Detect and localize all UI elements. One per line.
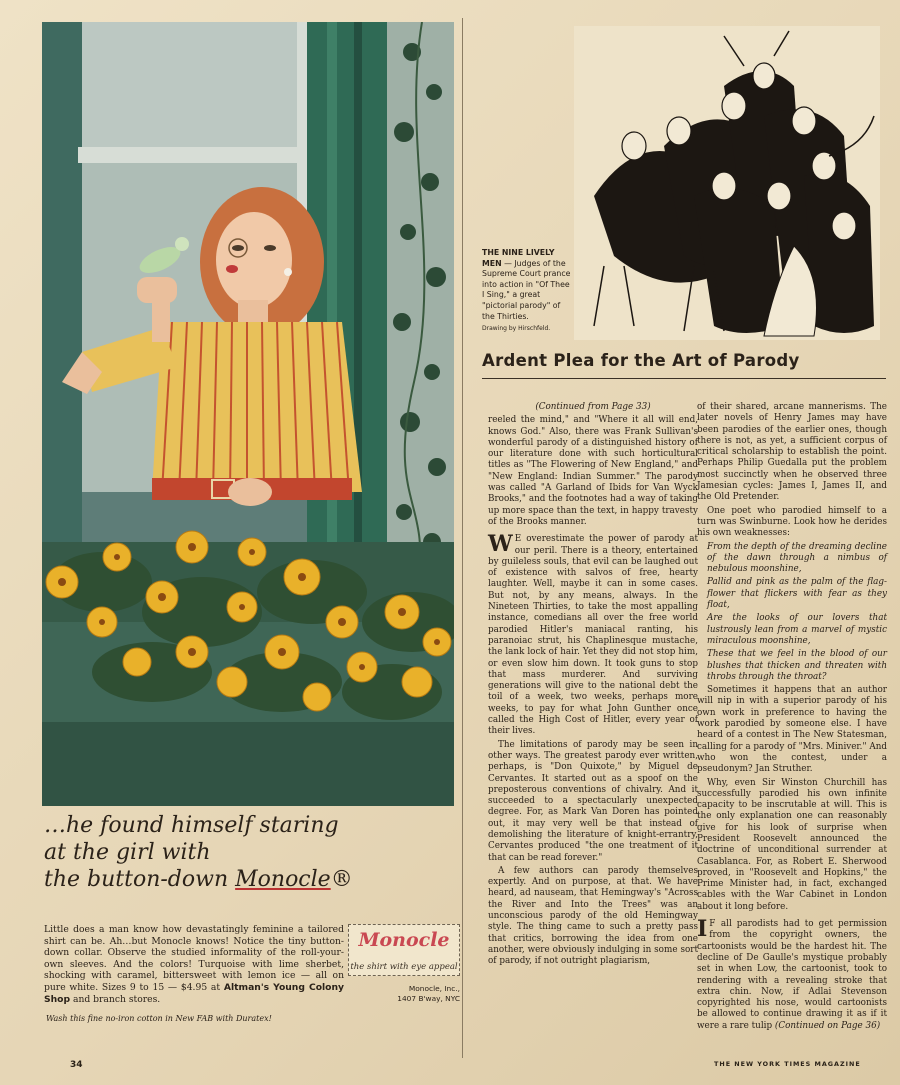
- ad-registered-mark: ®: [330, 867, 353, 892]
- drop-cap-lead: F: [709, 919, 716, 930]
- continued-on: (Continued on Page 36): [774, 1020, 881, 1031]
- hirschfeld-drawing: [574, 26, 880, 340]
- drop-cap-lead: E: [514, 534, 522, 545]
- verse-line: From the depth of the dreaming decline of the dawn through a nimbus of nebulous moonshine,: [707, 541, 887, 575]
- article-paragraph-dropcap: [488, 531, 698, 737]
- verse-line: These that we feel in the blood of our blushes that thicken and threaten with throbs through the throat?: [707, 649, 887, 682]
- headline-rule: [482, 378, 886, 379]
- article-column-2: [697, 402, 887, 1034]
- ad-store-name: Altman's Young Colony Shop: [44, 981, 345, 1005]
- ad-body-copy: [44, 924, 344, 1005]
- page-number: 34: [70, 1060, 83, 1070]
- drop-cap: I: [697, 916, 708, 943]
- verse-line: Pallid and pink as the palm of the flag-flower that flickers with fear as they float,: [707, 577, 887, 611]
- caption-text: — Judges of the Supreme Court prance into action in "Of Thee I Sing," a great "pictorial parody" of the Thirties.: [482, 258, 571, 321]
- ad-headline: [44, 812, 444, 893]
- article-paragraph: reeled the mind," and "Where it all will end, knows God." Also, there was Frank Sullivan's wonderful parody of a distinguished history of our literature done with such horticultural titles as "The Flowering of New England," and "New England: Indian Summer." The parody was called "A Garland of Ibids for Van Wyck Brooks," and the footnotes had a way of taking up more space than the text, in happy travesty of the Brooks manner.: [488, 415, 698, 527]
- article-paragraph: Sometimes it happens that an author will nip in with a superior parody of his own work in preference to having the work parodied by someone else. I have heard of a contest in The New Statesman, calling for a parody of "Mrs. Miniver." And who won the contest, under a pseudonym? Jan Struther.: [697, 685, 887, 775]
- ad-photograph: [42, 22, 454, 806]
- drop-cap: W: [488, 531, 513, 558]
- ad-headline-brand: Monocle: [235, 867, 331, 892]
- article-paragraph: of their shared, arcane mannerisms. The later novels of Henry James may have been parodies of the earlier ones, though there is not, as yet, a sufficient corpus of critical scholarship to establish the point. Perhaps Philip Guedalla put the problem most succinctly when he observed three Jamesian cycles: James I, James II, and the Old Pretender.: [697, 402, 887, 503]
- ad-address-line-1: Monocle, Inc.,: [408, 984, 460, 993]
- drop-cap-text: all parodists had to get permission from the copyright owners, the cartoonists would be the hardest hit. The decline of De Gaulle's mystique probably set in when Low, the cartoonist, took to rendering with a revealing stroke that extra chin. Now, if Adlai Stevenson copyrighted his nose, would cartoonists be allowed to continue drawing it as if it were a rare tulip: [697, 919, 887, 1031]
- article-paragraph: A few authors can parody themselves expertly. And on purpose, at that. We have heard, ad nauseam, that Hemingway's "Across the River and Into the Trees" was an unconscious parody of the old Hemingway style. The thing came to such a pretty pass that critics, borrowing the idea from one another, were obviously indulging in some sort of parody, if not outright plagiarism,: [488, 865, 698, 967]
- ad-copy-end: and branch stores.: [70, 993, 161, 1005]
- verse-line: Are the looks of our lovers that lustrously lean from a marvel of mystic miraculous moonshine,: [707, 613, 887, 646]
- ad-footnote: Wash this fine no-iron cotton in New FAB with Duratex!: [46, 1014, 272, 1023]
- ad-headline-line-3-text: the button-down: [44, 867, 236, 892]
- continued-from: (Continued from Page 33): [535, 402, 651, 412]
- ad-address-line-2: 1407 B'way, NYC: [397, 994, 460, 1003]
- ad-headline-line-2: at the girl with: [44, 840, 211, 865]
- ad-headline-line-3: [44, 866, 444, 893]
- drawing-credit: Drawing by Hirschfeld.: [482, 325, 551, 333]
- monocle-logo-tagline: the shirt with eye appeal: [350, 962, 458, 972]
- column-rule: [462, 18, 463, 1058]
- caption-title: THE NINE LIVELY MEN: [482, 248, 555, 268]
- ad-copy-text: Little does a man know how devastatingly feminine a tailored shirt can be. Ah…but Monocle knows! Notice the tiny button-down collar. Observe the studied informality of the roll-your-own sleeves. And the colors! Turquoise with lime sherbet, shocking with caramel, bittersweet with lemon ice — all on pure white. Sizes 9 to 15 — $4.95 at: [44, 924, 344, 993]
- article-paragraph: One poet who parodied himself to a turn was Swinburne. Look how he derides his own weaknesses:: [697, 505, 887, 539]
- article-headline: Ardent Plea for the Art of Parody: [482, 351, 800, 370]
- ad-address: [360, 984, 460, 1004]
- drop-cap-text: overestimate the power of parody at our peril. There is a theory, entertained by guileless souls, that evil can be laughed out of existence with salvos of free, hearty laughter. Well, maybe it can in some cases. But not, by any means, always. In the Nineteen Thirties, to take the most appalling instance, comedians all over the free world parodied Hitler's maniacal ranting, his paranoiac strut, his Chaplinesque mustache, the lank lock of hair. Yet they did not stop him, or even slow him down. It took guns to stop that mass murderer. And surviving generations will give to the national debt the toil of a week, two weeks, perhaps more weeks, to pay for what John Gunther once called the High Cost of Hitler, every year of their lives.: [488, 534, 698, 737]
- monocle-logo: [348, 924, 460, 976]
- drawing-caption: [482, 248, 574, 335]
- article-paragraph: The limitations of parody may be seen in other ways. The greatest parody ever written, perhaps, is "Don Quixote," by Miguel de Cervantes. It started out as a spoof on the preposterous conventions of chivalry. And it succeeded to a spectacularly unexpected degree. For, as Mark Van Doren has pointed out, it may very well be that instead of demolishing the literature of knight-errantry, Cervantes produced "the one treatment of it that can be read forever.": [488, 739, 698, 863]
- article-column-1: [488, 402, 698, 970]
- ad-headline-line-1: …he found himself staring: [44, 813, 339, 838]
- article-paragraph: Why, even Sir Winston Churchill has successfully parodied his own infinite capacity to be inscrutable at will. This is the only explanation one can reasonably give for his look of surprise when President Roosevelt announced the doctrine of unconditional surrender at Casablanca. For, as Robert E. Sherwood proved, in "Roosevelt and Hopkins," the Prime Minister had, in fact, exchanged cables with the War Cabinet in London about it long before.: [697, 777, 887, 912]
- article-paragraph-dropcap: [697, 916, 887, 1032]
- monocle-logo-text: Monocle: [358, 929, 450, 951]
- magazine-name: THE NEW YORK TIMES MAGAZINE: [714, 1060, 861, 1068]
